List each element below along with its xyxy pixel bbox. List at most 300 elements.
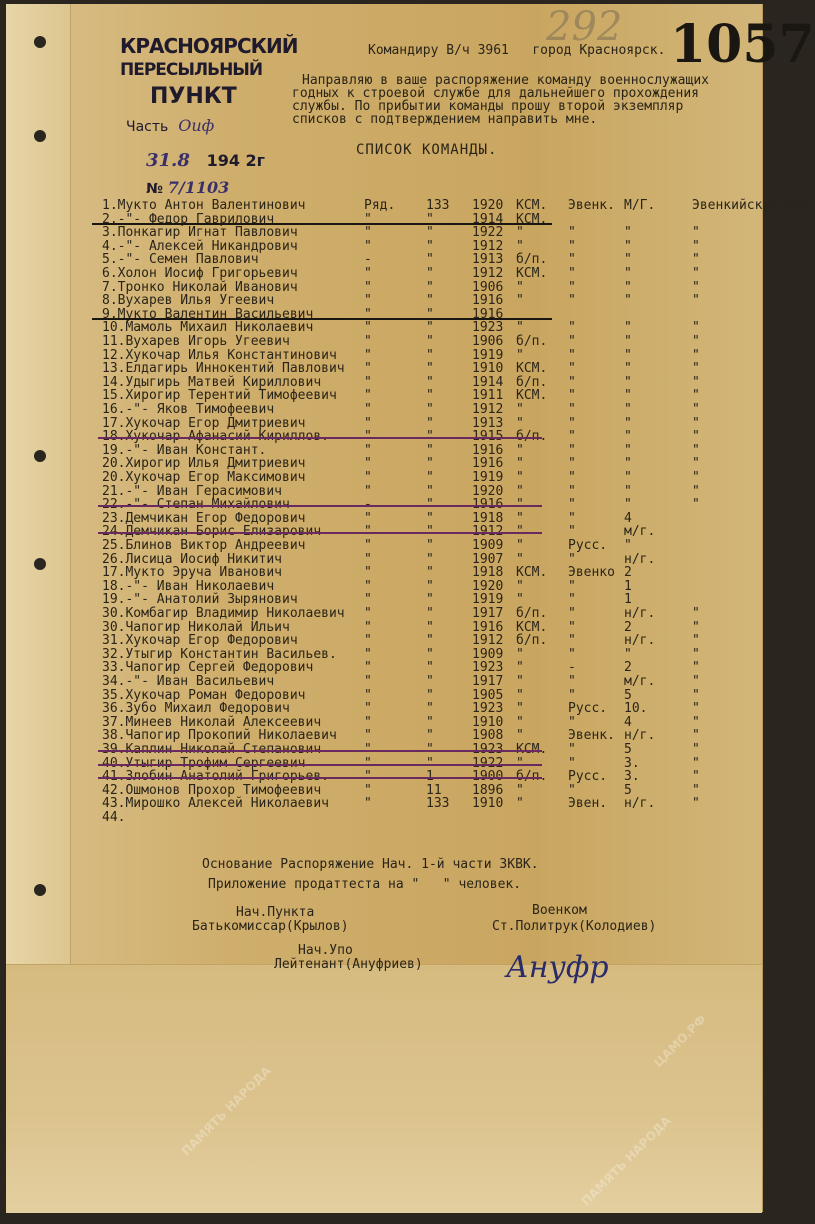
punch-hole — [34, 130, 46, 142]
row-birth-year: 1918 — [472, 510, 504, 526]
row-party: КСМ. — [516, 211, 548, 227]
row-party: " — [516, 483, 524, 499]
row-commissariat: " — [692, 456, 700, 472]
row-family: " — [624, 374, 632, 390]
row-nationality: " — [568, 429, 576, 445]
row-unit: " — [426, 674, 434, 689]
archive-watermark: ПАМЯТЬ НАРОДА — [578, 1113, 674, 1209]
row-nationality: " — [568, 646, 576, 662]
stamp-part-value: Оиф — [178, 116, 215, 135]
row-family: " — [624, 429, 632, 445]
row-name: 22.-"- Степан Михайлович — [102, 497, 290, 513]
row-rank: " — [364, 578, 372, 594]
row-name: 11.Вухарев Игорь Угеевич — [102, 334, 290, 349]
row-unit: " — [426, 252, 434, 268]
row-commissariat: " — [692, 646, 700, 662]
left-signatory-name: Батькомиссар(Крылов) — [192, 919, 349, 934]
row-nationality: Эвенк. — [568, 198, 615, 213]
row-family: " — [624, 388, 632, 404]
row-birth-year: 1917 — [472, 606, 504, 621]
row-family: 5 — [624, 742, 632, 757]
upo-name: Лейтенант(Ануфриев) — [274, 957, 423, 972]
row-party: " — [516, 728, 524, 744]
row-party: " — [516, 674, 524, 689]
row-name: 31.Хукочар Егор Федорович — [102, 633, 298, 649]
row-birth-year: 1916 — [472, 306, 504, 322]
row-unit: " — [426, 728, 434, 744]
row-nationality: " — [568, 782, 576, 798]
row-name: 6.Холон Иосиф Григорьевич — [102, 266, 298, 281]
row-nationality: Эвенко — [568, 565, 615, 581]
stamp-date — [146, 150, 265, 171]
row-family: " — [624, 334, 632, 349]
row-name: 18.Хукочар Афанасий Кириллов. — [102, 429, 329, 445]
row-unit: " — [426, 660, 434, 676]
row-commissariat: " — [692, 442, 700, 458]
row-party: " — [516, 714, 524, 730]
row-rank: " — [364, 769, 372, 785]
row-commissariat: " — [692, 782, 700, 798]
row-birth-year: 1912 — [472, 266, 504, 281]
row-birth-year: 1920 — [472, 483, 504, 499]
row-rank: " — [364, 619, 372, 635]
row-name: 14.Удыгирь Матвей Кириллович — [102, 374, 322, 390]
row-unit: " — [426, 442, 434, 458]
addressee-line: Командиру В/ч 3961 город Красноярск. — [368, 43, 666, 58]
row-name: 19.-"- Иван Констант. — [102, 442, 267, 458]
row-rank: " — [364, 415, 372, 431]
row-party: КСМ. — [516, 361, 548, 377]
row-party: " — [516, 524, 524, 540]
row-birth-year: 1916 — [472, 497, 504, 513]
row-unit: " — [426, 497, 434, 513]
transit-point-stamp — [102, 12, 298, 197]
row-unit: " — [426, 320, 434, 336]
row-birth-year: 1906 — [472, 334, 504, 349]
row-name: 1.Мукто Антон Валентинович — [102, 198, 306, 213]
row-party: б/п. — [516, 769, 548, 785]
row-family: н/г. — [624, 633, 656, 649]
row-unit: 1 — [426, 769, 434, 785]
row-family: " — [624, 646, 632, 662]
row-birth-year: 1916 — [472, 442, 504, 458]
row-birth-year: 1913 — [472, 252, 504, 268]
row-unit: " — [426, 606, 434, 621]
row-unit: 11 — [426, 782, 442, 798]
row-name: 23.Демчикан Егор Федорович — [102, 510, 306, 526]
row-name: 16.-"- Яков Тимофеевич — [102, 402, 275, 417]
row-party: " — [516, 470, 524, 485]
row-rank: " — [364, 442, 372, 458]
row-party: " — [516, 796, 524, 812]
row-family: " — [624, 402, 632, 417]
row-nationality: " — [568, 687, 576, 703]
row-party: " — [516, 279, 524, 295]
stamp-date-day: 31.8 — [146, 150, 190, 171]
row-rank: " — [364, 470, 372, 485]
row-unit: " — [426, 361, 434, 377]
row-birth-year: 1916 — [472, 456, 504, 472]
row-party: " — [516, 538, 524, 553]
row-unit: " — [426, 633, 434, 649]
row-name: 20.Хирогир Илья Дмитриевич — [102, 456, 306, 472]
row-nationality: " — [568, 402, 576, 417]
attachment-line: Приложение продаттеста на " " человек. — [208, 877, 522, 892]
row-rank: " — [364, 701, 372, 717]
row-name: 38.Чапогир Прокопий Николаевич — [102, 728, 337, 744]
row-rank: " — [364, 606, 372, 621]
row-party: " — [516, 225, 524, 241]
row-name: 21.-"- Иван Герасимович — [102, 483, 283, 499]
row-rank: " — [364, 306, 372, 322]
row-party: " — [516, 551, 524, 567]
row-birth-year: 1912 — [472, 633, 504, 649]
row-nationality: " — [568, 619, 576, 635]
body-line-2: годных к строевой службе для дальнейшего прохождения — [292, 86, 699, 101]
row-family: н/г. — [624, 728, 656, 744]
row-birth-year: 1919 — [472, 347, 504, 363]
row-birth-year: 1912 — [472, 524, 504, 540]
row-rank: " — [364, 211, 372, 227]
row-rank: " — [364, 347, 372, 363]
row-rank: " — [364, 796, 372, 812]
row-commissariat: " — [692, 415, 700, 431]
row-commissariat: " — [692, 619, 700, 635]
row-family: " — [624, 252, 632, 268]
row-nationality: " — [568, 633, 576, 649]
row-party: " — [516, 660, 524, 676]
row-unit: " — [426, 306, 434, 322]
row-party: КСМ. — [516, 619, 548, 635]
row-rank: " — [364, 755, 372, 771]
row-party: б/п. — [516, 606, 548, 621]
row-family: " — [624, 225, 632, 241]
row-commissariat: " — [692, 674, 700, 689]
row-family: 1 — [624, 578, 632, 594]
row-unit: " — [426, 293, 434, 309]
row-family: " — [624, 538, 632, 553]
row-unit: " — [426, 742, 434, 757]
row-unit: " — [426, 619, 434, 635]
row-party: " — [516, 456, 524, 472]
row-nationality: " — [568, 279, 576, 295]
right-signatory-name: Ст.Политрук(Колодиев) — [492, 919, 657, 934]
row-commissariat: " — [692, 374, 700, 390]
row-family: " — [624, 415, 632, 431]
list-title: СПИСОК КОМАНДЫ. — [356, 142, 498, 158]
row-commissariat: " — [692, 769, 700, 785]
row-commissariat: " — [692, 728, 700, 744]
row-commissariat: Эвенкийский ОВК — [692, 198, 810, 213]
row-rank: " — [364, 456, 372, 472]
row-nationality: Русс. — [568, 769, 608, 785]
row-unit: " — [426, 483, 434, 499]
row-commissariat: " — [692, 742, 700, 757]
row-nationality: " — [568, 266, 576, 281]
stamp-number-value: 7/1103 — [167, 178, 230, 197]
row-name: 41.Злобин Анатолий Григорьев. — [102, 769, 329, 785]
body-line-3: службы. По прибытии команды прошу второй экземпляр — [292, 99, 684, 114]
row-unit: " — [426, 374, 434, 390]
row-family: н/г. — [624, 796, 656, 812]
row-rank: " — [364, 633, 372, 649]
row-unit: " — [426, 225, 434, 241]
row-nationality: " — [568, 225, 576, 241]
row-nationality: Русс. — [568, 701, 608, 717]
row-unit: " — [426, 456, 434, 472]
row-name: 18.-"- Иван Николаевич — [102, 578, 275, 594]
row-name: 43.Мирошко Алексей Николаевич — [102, 796, 329, 812]
archive-sheet-number: 292 — [546, 4, 623, 50]
row-family: 1 — [624, 592, 632, 608]
row-commissariat: " — [692, 497, 700, 513]
row-party: б/п. — [516, 429, 548, 445]
row-rank: " — [364, 728, 372, 744]
row-party: " — [516, 415, 524, 431]
row-commissariat: " — [692, 266, 700, 281]
row-nationality: " — [568, 415, 576, 431]
row-birth-year: 1910 — [472, 796, 504, 812]
row-commissariat: " — [692, 279, 700, 295]
row-commissariat: " — [692, 252, 700, 268]
row-unit: " — [426, 714, 434, 730]
row-name: 4.-"- Алексей Никандрович — [102, 238, 298, 254]
row-party: КСМ. — [516, 742, 548, 757]
row-rank: " — [364, 510, 372, 526]
archive-watermark: ЦАМО.РФ — [650, 1012, 709, 1070]
row-rank: - — [364, 497, 372, 513]
punch-hole — [34, 36, 46, 48]
row-family: М/Г. — [624, 198, 656, 213]
row-commissariat: " — [692, 388, 700, 404]
row-family: " — [624, 279, 632, 295]
row-nationality: Эвенк. — [568, 728, 615, 744]
row-name: 33.Чапогир Сергей Федорович — [102, 660, 314, 676]
row-family: 2 — [624, 565, 632, 581]
row-party: " — [516, 320, 524, 336]
row-family: 4 — [624, 510, 632, 526]
stamp-number-label: № — [146, 181, 163, 197]
row-nationality: " — [568, 674, 576, 689]
row-party: КСМ. — [516, 565, 548, 581]
archive-watermark: ПАМЯТЬ НАРОДА — [178, 1063, 274, 1159]
row-nationality: " — [568, 606, 576, 621]
row-birth-year: 1923 — [472, 320, 504, 336]
row-name: 10.Мамоль Михаил Николаевич — [102, 320, 314, 336]
row-name: 5.-"- Семен Павлович — [102, 252, 259, 268]
right-signatory-title: Военком — [532, 903, 587, 918]
row-unit: " — [426, 524, 434, 540]
row-party: " — [516, 687, 524, 703]
document-sheet — [6, 4, 815, 1212]
row-birth-year: 1920 — [472, 578, 504, 594]
row-nationality: " — [568, 293, 576, 309]
row-birth-year: 1915 — [472, 429, 504, 445]
row-name: 2.-"- Федор Гаврилович — [102, 211, 275, 227]
row-commissariat: " — [692, 755, 700, 771]
row-family: 5 — [624, 687, 632, 703]
row-birth-year: 1908 — [472, 728, 504, 744]
punch-hole — [34, 884, 46, 896]
stamp-part-label: Часть — [126, 119, 169, 135]
row-commissariat: " — [692, 483, 700, 499]
row-unit: " — [426, 388, 434, 404]
row-rank: " — [364, 674, 372, 689]
row-rank: " — [364, 388, 372, 404]
row-birth-year: 1912 — [472, 402, 504, 417]
row-birth-year: 1919 — [472, 470, 504, 485]
row-family: м/г. — [624, 674, 656, 689]
row-nationality: " — [568, 347, 576, 363]
row-commissariat: " — [692, 429, 700, 445]
row-birth-year: 1914 — [472, 211, 504, 227]
row-party: " — [516, 646, 524, 662]
stamp-line-3: ПУНКТ — [150, 84, 237, 109]
row-family: " — [624, 347, 632, 363]
row-name: 20.Хукочар Егор Максимович — [102, 470, 306, 485]
punch-hole — [34, 558, 46, 570]
body-line-1: Направляю в ваше распоряжение команду военнослужащих — [302, 73, 709, 88]
row-unit: " — [426, 565, 434, 581]
row-nationality: " — [568, 388, 576, 404]
stamp-date-year: 194 2г — [206, 151, 266, 170]
row-rank: " — [364, 429, 372, 445]
row-name: 30.Комбагир Владимир Николаевич — [102, 606, 345, 621]
row-family: 4 — [624, 714, 632, 730]
row-nationality: " — [568, 252, 576, 268]
row-party: " — [516, 782, 524, 798]
row-unit: " — [426, 592, 434, 608]
row-unit: " — [426, 266, 434, 281]
row-birth-year: 1918 — [472, 565, 504, 581]
body-line-4: списков с подтверждением направить мне. — [292, 112, 598, 127]
row-party: " — [516, 497, 524, 513]
row-party: " — [516, 510, 524, 526]
row-rank: " — [364, 565, 372, 581]
row-rank: " — [364, 646, 372, 662]
row-name: 35.Хукочар Роман Федорович — [102, 687, 306, 703]
row-commissariat: " — [692, 238, 700, 254]
row-party: КСМ. — [516, 388, 548, 404]
row-family: 10. — [624, 701, 648, 717]
row-unit: " — [426, 551, 434, 567]
row-birth-year: 1923 — [472, 742, 504, 757]
left-signatory-title: Нач.Пункта — [236, 905, 315, 920]
row-name: 40.Утыгир Трофим Сергеевич — [102, 755, 306, 771]
row-unit: " — [426, 687, 434, 703]
row-birth-year: 1910 — [472, 714, 504, 730]
row-family: " — [624, 238, 632, 254]
row-party: " — [516, 442, 524, 458]
row-nationality: " — [568, 551, 576, 567]
row-party: " — [516, 578, 524, 594]
row-rank: " — [364, 551, 372, 567]
row-unit: " — [426, 510, 434, 526]
row-rank: " — [364, 266, 372, 281]
row-name: 32.Утыгир Константин Васильев. — [102, 646, 337, 662]
row-nationality: Русс. — [568, 538, 608, 553]
row-family: " — [624, 456, 632, 472]
row-party: б/п. — [516, 374, 548, 390]
row-family: " — [624, 320, 632, 336]
row-commissariat: " — [692, 402, 700, 417]
row-unit: " — [426, 755, 434, 771]
row-rank: " — [364, 714, 372, 730]
row-family: " — [624, 497, 632, 513]
row-birth-year: 1923 — [472, 701, 504, 717]
row-commissariat: " — [692, 714, 700, 730]
row-birth-year: 1900 — [472, 769, 504, 785]
row-commissariat: " — [692, 334, 700, 349]
row-commissariat: " — [692, 606, 700, 621]
row-unit: " — [426, 701, 434, 717]
row-name: 17.Хукочар Егор Дмитриевич — [102, 415, 306, 431]
row-birth-year: 1923 — [472, 660, 504, 676]
row-nationality: " — [568, 483, 576, 499]
row-commissariat: " — [692, 361, 700, 377]
row-rank: " — [364, 293, 372, 309]
handwritten-signature: Ануфр — [506, 950, 609, 985]
row-nationality: " — [568, 497, 576, 513]
row-name: 17.Мукто Эруча Иванович — [102, 565, 283, 581]
row-birth-year: 1909 — [472, 538, 504, 553]
row-nationality: " — [568, 742, 576, 757]
row-name: 8.Вухарев Илья Угеевич — [102, 293, 275, 309]
stamp-line-2: ПЕРЕСЫЛЬНЫЙ — [120, 60, 263, 80]
row-unit: " — [426, 415, 434, 431]
row-name: 24.Демчикан Борис Елизарович — [102, 524, 322, 540]
row-commissariat: " — [692, 633, 700, 649]
row-birth-year: 1896 — [472, 782, 504, 798]
row-unit: 133 — [426, 198, 450, 213]
row-commissariat: " — [692, 293, 700, 309]
row-rank: " — [364, 320, 372, 336]
row-unit: " — [426, 211, 434, 227]
row-rank: " — [364, 483, 372, 499]
row-family: 5 — [624, 782, 632, 798]
row-commissariat: " — [692, 320, 700, 336]
row-party: б/п. — [516, 633, 548, 649]
row-name: 30.Чапогир Николай Ильич — [102, 619, 290, 635]
row-nationality: " — [568, 238, 576, 254]
row-name: 26.Лисица Иосиф Никитич — [102, 551, 283, 567]
row-commissariat: " — [692, 347, 700, 363]
row-rank: " — [364, 660, 372, 676]
upo-title: Нач.Упо — [298, 943, 353, 958]
stamp-part — [126, 116, 214, 135]
row-party: " — [516, 238, 524, 254]
row-name: 34.-"- Иван Васильевич — [102, 674, 275, 689]
row-family: 2 — [624, 660, 632, 676]
row-name: 36.Зубо Михаил Федорович — [102, 701, 290, 717]
row-rank: " — [364, 538, 372, 553]
row-rank: " — [364, 374, 372, 390]
row-nationality: " — [568, 334, 576, 349]
row-nationality: " — [568, 510, 576, 526]
folded-lower-sheet — [6, 964, 762, 1213]
basis-line: Основание Распоряжение Нач. 1-й части ЗКВК. — [202, 857, 539, 872]
row-commissariat: " — [692, 687, 700, 703]
row-nationality: " — [568, 592, 576, 608]
stamp-number — [146, 178, 229, 197]
row-unit: 133 — [426, 796, 450, 812]
stamp-line-1: КРАСНОЯРСКИЙ — [120, 34, 298, 58]
row-unit: " — [426, 578, 434, 594]
row-family: н/г. — [624, 551, 656, 567]
row-family: 3. — [624, 769, 640, 785]
row-rank: " — [364, 334, 372, 349]
row-party: " — [516, 701, 524, 717]
